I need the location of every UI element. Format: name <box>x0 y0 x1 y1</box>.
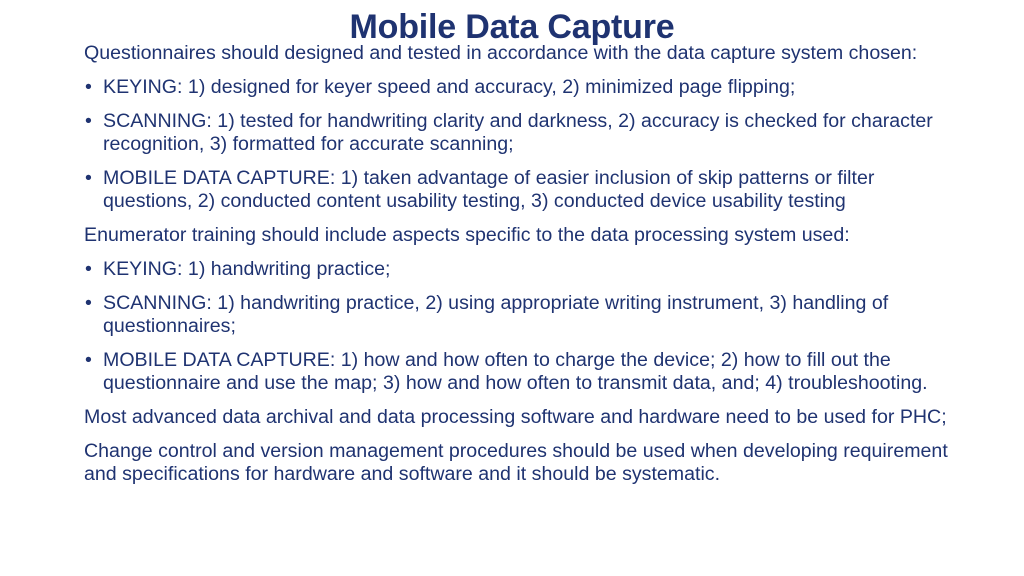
change-control-paragraph: Change control and version management procedures should be used when developing requirement and specifications for hardware and software and it should be systematic. <box>84 440 948 485</box>
slide-body <box>84 42 954 486</box>
bullet-keying-training <box>84 258 954 281</box>
bullet-text: MOBILE DATA CAPTURE: 1) taken advantage of easier inclusion of skip patterns or filter questions, 2) conducted content usability testing, 3) conducted device usability testing <box>103 167 875 212</box>
intro-questionnaires-paragraph: Questionnaires should designed and tested in accordance with the data capture system chosen: <box>84 42 918 64</box>
bullet-marker: • <box>85 76 92 98</box>
bullet-marker: • <box>85 167 92 189</box>
bullet-keying-design <box>84 76 954 99</box>
bullet-marker: • <box>85 110 92 132</box>
bullet-scanning-design <box>84 110 954 156</box>
bullet-text: KEYING: 1) designed for keyer speed and accuracy, 2) minimized page flipping; <box>103 76 796 98</box>
bullet-marker: • <box>85 292 92 314</box>
bullet-scanning-training <box>84 292 954 338</box>
advanced-software-paragraph: Most advanced data archival and data processing software and hardware need to be used for PHC; <box>84 406 947 428</box>
slide-title: Mobile Data Capture <box>349 8 675 46</box>
bullet-mobile-training <box>84 349 954 395</box>
bullet-text: KEYING: 1) handwriting practice; <box>103 258 391 280</box>
enumerator-training-paragraph: Enumerator training should include aspects specific to the data processing system used: <box>84 224 850 246</box>
bullet-text: SCANNING: 1) handwriting practice, 2) using appropriate writing instrument, 3) handling of questionnaires; <box>103 292 889 337</box>
bullet-text: MOBILE DATA CAPTURE: 1) how and how often to charge the device; 2) how to fill out the questionnaire and use the map; 3) how and how often to transmit data, and; 4) troubleshooting. <box>103 349 928 394</box>
bullet-text: SCANNING: 1) tested for handwriting clarity and darkness, 2) accuracy is checked for character recognition, 3) formatted for accurate scanning; <box>103 110 933 155</box>
bullet-mobile-design <box>84 167 954 213</box>
bullet-marker: • <box>85 349 92 371</box>
bullet-marker: • <box>85 258 92 280</box>
